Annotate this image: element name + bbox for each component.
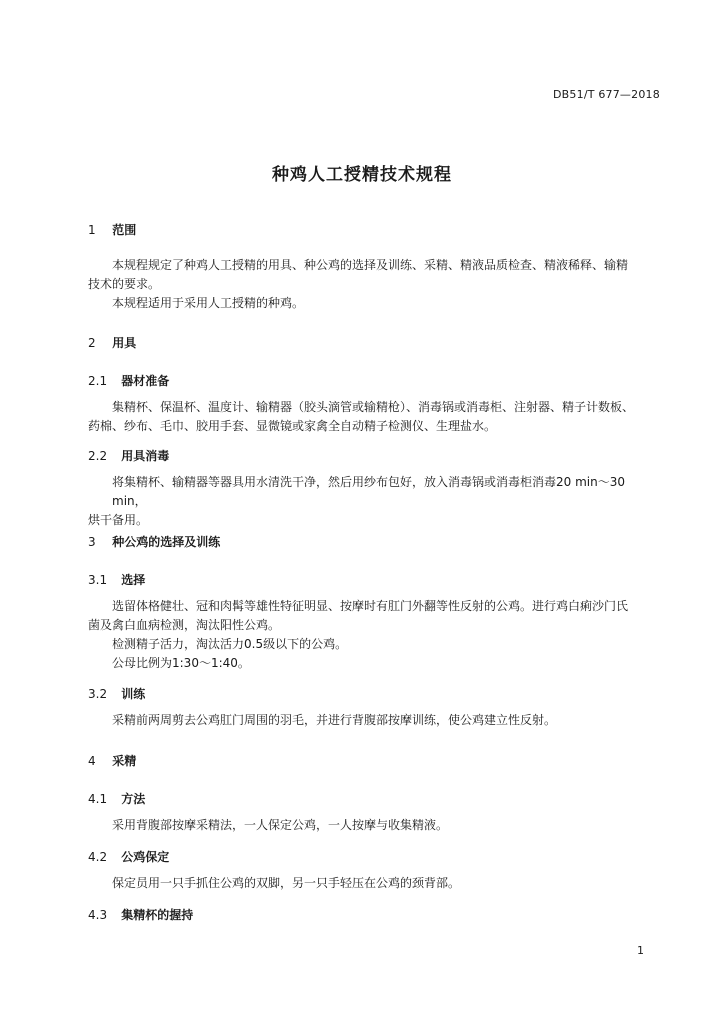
text-line: 本规程适用于采用人工授精的种鸡。 [112,296,305,310]
section-title: 公鸡保定 [121,850,170,864]
section-title: 用具消毒 [121,449,170,463]
section-number: 3.1 [88,573,108,587]
paragraph-scope [88,256,660,313]
section-title: 选择 [121,573,146,587]
paragraph-restraint [88,874,660,893]
subsection-heading-3-2 [88,685,145,702]
text-line: 集精杯、保温杯、温度计、输精器（胶头滴管或输精枪）、消毒锅或消毒柜、注射器、精子计数板、 [112,400,635,414]
section-number: 2 [88,336,96,350]
paragraph-training [88,711,660,730]
section-title: 用具 [112,336,137,350]
text-line: 药棉、纱布、毛巾、胶用手套、显微镜或家禽全自动精子检测仪、生理盐水。 [88,419,497,433]
subsection-heading-2-1 [88,372,169,389]
text-line: 将集精杯、输精器等器具用水清洗干净，然后用纱布包好，放入消毒锅或消毒柜消毒20 min～30 min， [112,475,625,508]
text-line: 采用背腹部按摩采精法，一人保定公鸡，一人按摩与收集精液。 [112,818,449,832]
text-line: 烘干备用。 [88,513,149,527]
section-title: 采精 [112,754,137,768]
paragraph-disinfection [88,473,660,530]
section-title: 器材准备 [121,374,170,388]
subsection-heading-4-1 [88,790,145,807]
text-line: 检测精子活力，淘汰活力0.5级以下的公鸡。 [112,637,348,651]
subsection-heading-4-3 [88,906,193,923]
section-number: 3.2 [88,687,108,701]
section-title: 训练 [121,687,146,701]
page-number: 1 [637,944,644,957]
paragraph-method [88,816,660,835]
section-number: 4.1 [88,792,108,806]
paragraph-selection [88,597,660,673]
section-title: 方法 [121,792,146,806]
text-line: 采精前两周剪去公鸡肛门周围的羽毛，并进行背腹部按摩训练，使公鸡建立性反射。 [112,713,557,727]
text-line: 选留体格健壮、冠和肉髯等雄性特征明显、按摩时有肛门外翻等性反射的公鸡。进行鸡白痢沙门氏 [112,599,629,613]
paragraph-equipment [88,398,660,436]
section-number: 2.2 [88,449,108,463]
text-line: 公母比例为1:30～1:40。 [112,656,250,670]
section-heading-4 [88,752,136,769]
subsection-heading-2-2 [88,447,169,464]
section-number: 1 [88,223,96,237]
section-title: 集精杯的握持 [121,908,194,922]
standard-code: DB51/T 677—2018 [553,88,660,101]
text-line: 本规程规定了种鸡人工授精的用具、种公鸡的选择及训练、采精、精液品质检查、精液稀释、输精 [112,258,629,272]
subsection-heading-4-2 [88,848,169,865]
section-title: 种公鸡的选择及训练 [112,535,221,549]
section-title: 范围 [112,223,137,237]
document-title: 种鸡人工授精技术规程 [272,165,452,185]
section-number: 4.2 [88,850,108,864]
section-number: 2.1 [88,374,108,388]
section-number: 4 [88,754,96,768]
text-line: 菌及禽白血病检测，淘汰阳性公鸡。 [88,618,281,632]
section-heading-3 [88,533,220,550]
subsection-heading-3-1 [88,571,145,588]
section-heading-2 [88,334,136,351]
text-line: 保定员用一只手抓住公鸡的双脚，另一只手轻压在公鸡的颈背部。 [112,876,461,890]
section-heading-1 [88,221,136,238]
section-number: 4.3 [88,908,108,922]
section-number: 3 [88,535,96,549]
text-line: 技术的要求。 [88,277,161,291]
